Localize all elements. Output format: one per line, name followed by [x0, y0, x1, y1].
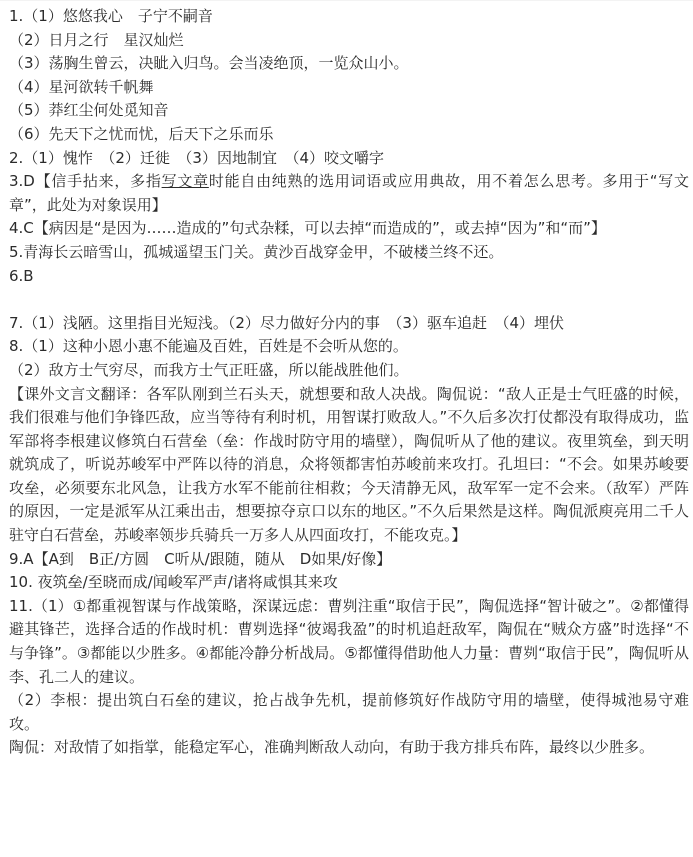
answer-11-2-tao-kan: 陶侃：对敌情了如指掌，能稳定军心，准确判断敌人动向，有助于我方排兵布阵，最终以少胜多。: [9, 738, 655, 757]
answer-8-1: 8.（1）这种小恩小惠不能遍及百姓，百姓是不会听从您的。: [9, 337, 408, 356]
answer-3-rest: 时能自由纯熟的选用词语或应用典故，用不着怎么思考。多用于“写文章”，此处为对象误用】: [9, 172, 689, 214]
answer-1-5: （5）莽红尘何处觅知音: [9, 101, 169, 120]
top-border: [0, 0, 693, 1]
answer-11-2-li-gen: （2）李根：提出筑白石垒的建议，抢占战争先机，提前修筑好作战防守用的墙壁，使得城池易守难攻。: [9, 691, 689, 733]
answer-3: [9, 170, 689, 217]
blank-line: [9, 288, 689, 312]
answer-2: 2.（1）愧怍 （2）迁徙 （3）因地制宜 （4）咬文嚼字: [9, 148, 384, 167]
answer-6: 6.B: [9, 266, 34, 285]
answer-3-lead: 3.D【信手拈来，多指: [9, 172, 162, 191]
answer-1-1: 1.（1）悠悠我心 子宁不嗣音: [9, 7, 213, 25]
answer-1-3: （3）荡胸生曾云，决眦入归鸟。会当凌绝顶，一览众山小。: [9, 54, 409, 73]
answer-4: 4.C【病因是“是因为……造成的”句式杂糅，可以去掉“而造成的”，或去掉“因为”和“而”】: [9, 219, 606, 238]
answer-document: [9, 5, 689, 760]
translation-paragraph: 【课外文言文翻译：各军队刚到兰石头天，就想要和敌人决战。陶侃说：“敌人正是士气旺盛的时候，我们很难与他们争锋匹敌，应当等待有利时机，用智谋打败敌人。”不久后多次打仗都没有取得成功，监军部将李根建议修筑白石营垒（垒：作战时防守用的墙壁），陶侃听从了他的建议。夜里筑垒，到天明就筑成了，听说苏峻军中严阵以待的消息，众将领都害怕苏峻前来攻打。孔坦曰：“不会。如果苏峻要攻垒，必须要东北风急，让我方水军不能前往相救；今天清静无风，敌军军一定不会来。（敌军）严阵的原因，一定是派军从江乘出击，想要掠夺京口以东的地区。”不久后果然是这样。陶侃派庾亮用二千人驻守白石营垒，苏峻率领步兵骑兵一万多人从四面攻打，不能攻克。】: [9, 384, 689, 545]
answer-7: 7.（1）浅陋。这里指目光短浅。（2）尽力做好分内的事 （3）驱车追赶 （4）埋伏: [9, 313, 564, 332]
answer-9: 9.A【A到 B正/方圆 C听从/跟随，随从 D如果/好像】: [9, 549, 392, 568]
answer-5: 5.青海长云暗雪山，孤城遥望玉门关。黄沙百战穿金甲，不破楼兰终不还。: [9, 242, 504, 261]
answer-10: 10. 夜筑垒/至晓而成/闻峻军严声/诸将咸惧其来攻: [9, 573, 338, 592]
answer-1-6: （6）先天下之忧而忧，后天下之乐而乐: [9, 124, 274, 143]
answer-8-2: （2）敌方士气穷尽，而我方士气正旺盛，所以能战胜他们。: [9, 360, 409, 379]
answer-1-4: （4）星河欲转千帆舞: [9, 77, 154, 96]
answer-1-2: （2）日月之行 星汉灿烂: [9, 30, 184, 49]
answer-3-underlined: 写文章: [161, 172, 209, 191]
answer-11-1: 11.（1）①都重视智谋与作战策略，深谋远虑：曹刿注重“取信于民”，陶侃选择“智计破之”。②都懂得避其锋芒，选择合适的作战时机：曹刿选择“彼竭我盈”的时机追赶敌军，陶侃在“贼众方盛”时选择“不与争锋”。③都能以少胜多。④都能冷静分析战局。⑤都懂得借助他人力量：曹刿“取信于民”，陶侃听从李、孔二人的建议。: [9, 596, 689, 686]
